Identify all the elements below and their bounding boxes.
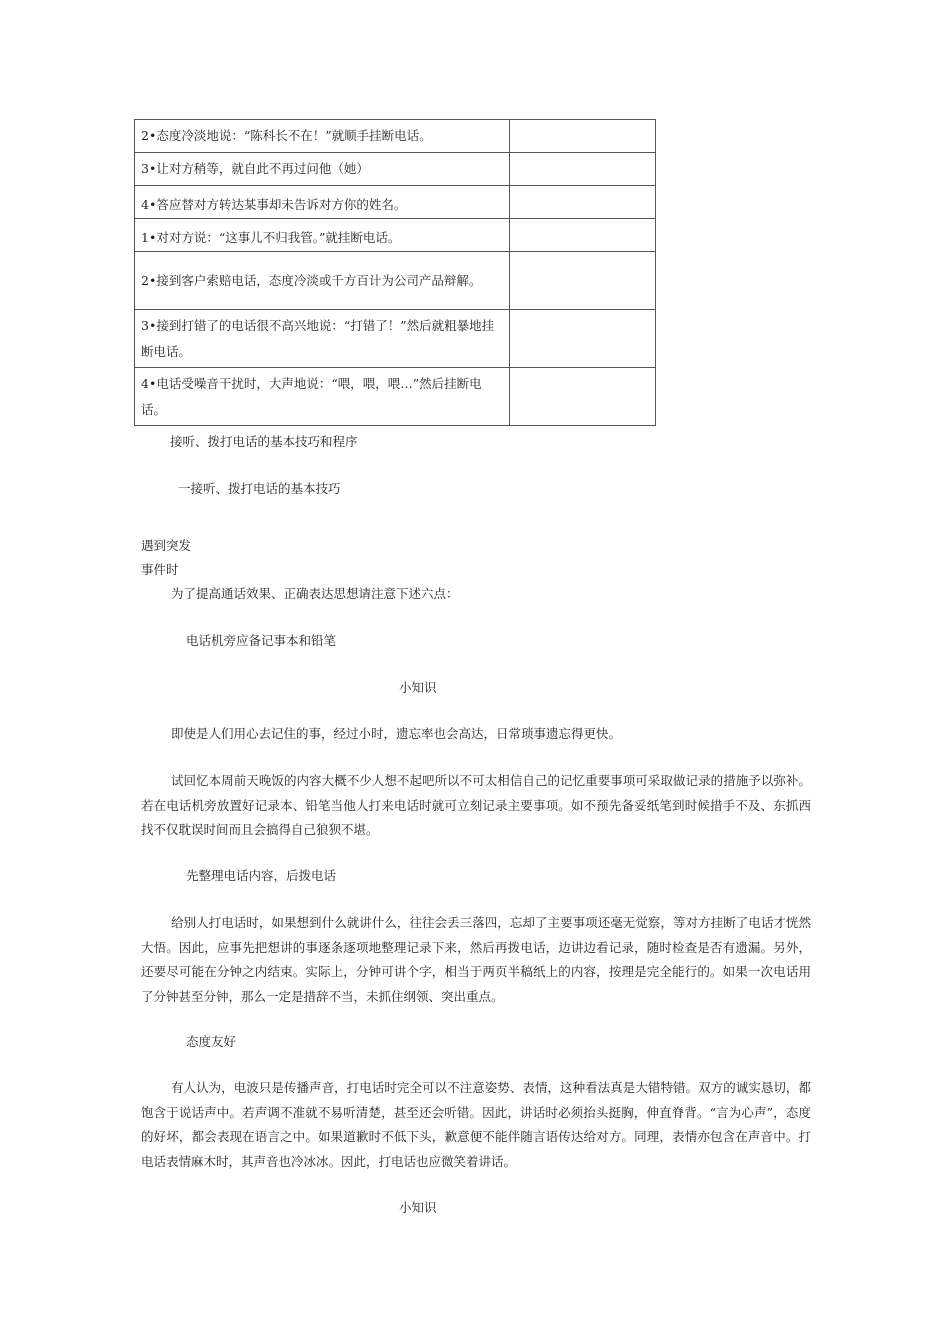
table-row bbox=[135, 120, 656, 153]
table-row bbox=[135, 219, 656, 252]
table-cell-empty bbox=[510, 153, 656, 186]
table-cell-text: 1•对对方说：“这事儿不归我管。”就挂断电话。 bbox=[135, 219, 510, 252]
table-row bbox=[135, 186, 656, 219]
intro-text: 为了提高通话效果、正确表达思想请注意下述六点： bbox=[171, 586, 459, 601]
table-cell-empty bbox=[510, 310, 656, 368]
paragraph-recall: 试回忆本周前天晚饭的内容大概不少人想不起吧所以不可太相信自己的记忆重要事项可采取做记录的措施予以弥补。若在电话机旁放置好记录本、铅笔当他人打来电话时就可立刻记录主要事项。如不预先备妥纸笔到时候措手不及、东抓西找不仅耽误时间而且会搞得自己狼狈不堪。 bbox=[141, 773, 811, 837]
table-cell-text: 3•让对方稍等，就自此不再过问他（她） bbox=[135, 153, 510, 186]
etiquette-table bbox=[134, 119, 656, 426]
table-cell-text: 4•答应替对方转达某事却未告诉对方你的姓名。 bbox=[135, 186, 510, 219]
table-row bbox=[135, 153, 656, 186]
table-cell-empty bbox=[510, 368, 656, 426]
table-cell-empty bbox=[510, 252, 656, 310]
paragraph-attitude: 有人认为，电波只是传播声音，打电话时完全可以不注意姿势、表情，这种看法真是大错特错。双方的诚实恳切，都饱含于说话声中。若声调不准就不易听清楚，甚至还会听错。因此，讲话时必须抬头挺胸，伸直脊背。“言为心声”，态度的好坏，都会表现在语言之中。如果道歉时不低下头，歉意便不能伴随言语传达给对方。同理，表情亦包含在声音中。打电话表情麻木时，其声音也冷冰冰。因此，打电话也应微笑着讲话。 bbox=[141, 1080, 811, 1169]
paragraph-organize: 给别人打电话时，如果想到什么就讲什么，往往会丢三落四，忘却了主要事项还毫无觉察，等对方挂断了电话才恍然大悟。因此，应事先把想讲的事逐条逐项地整理记录下来，然后再拨电话，边讲边看记录，随时检查是否有遗漏。另外，还要尽可能在分钟之内结束。实际上，分钟可讲个字，相当于两页半稿纸上的内容，按理是完全能行的。如果一次电话用了分钟甚至分钟，那么一定是措辞不当，未抓住纲领、突出重点。 bbox=[141, 915, 811, 1004]
table-cell-text: 3•接到打错了的电话很不高兴地说：“打错了！”然后就粗暴地挂断电话。 bbox=[135, 310, 510, 368]
point-2-title: 先整理电话内容，后拨电话 bbox=[186, 868, 337, 883]
section-heading: 一接听、拨打电话的基本技巧 bbox=[178, 481, 341, 496]
table-cell-empty bbox=[510, 219, 656, 252]
table-row bbox=[135, 368, 656, 426]
table-cell-text: 2•态度冷淡地说：“陈科长不在！”就顺手挂断电话。 bbox=[135, 120, 510, 153]
point-1-title: 电话机旁应备记事本和铅笔 bbox=[186, 633, 337, 648]
table-row bbox=[135, 252, 656, 310]
emergency-label-line1: 遇到突发 bbox=[141, 538, 192, 553]
paragraph-memory: 即使是人们用心去记住的事，经过小时，遗忘率也会高达，日常琐事遗忘得更快。 bbox=[171, 726, 622, 741]
tip-label: 小知识 bbox=[399, 1200, 437, 1215]
tip-label: 小知识 bbox=[399, 680, 437, 695]
table-cell-text: 4•电话受噪音干扰时，大声地说：“喂，喂，喂…”然后挂断电话。 bbox=[135, 368, 510, 426]
table-row bbox=[135, 310, 656, 368]
table-cell-empty bbox=[510, 186, 656, 219]
main-heading: 接听、拨打电话的基本技巧和程序 bbox=[170, 434, 358, 449]
table-cell-empty bbox=[510, 120, 656, 153]
point-3-title: 态度友好 bbox=[186, 1034, 237, 1049]
table-cell-text: 2•接到客户索赔电话，态度冷淡或千方百计为公司产品辩解。 bbox=[135, 252, 510, 310]
emergency-label-line2: 事件时 bbox=[141, 562, 179, 577]
